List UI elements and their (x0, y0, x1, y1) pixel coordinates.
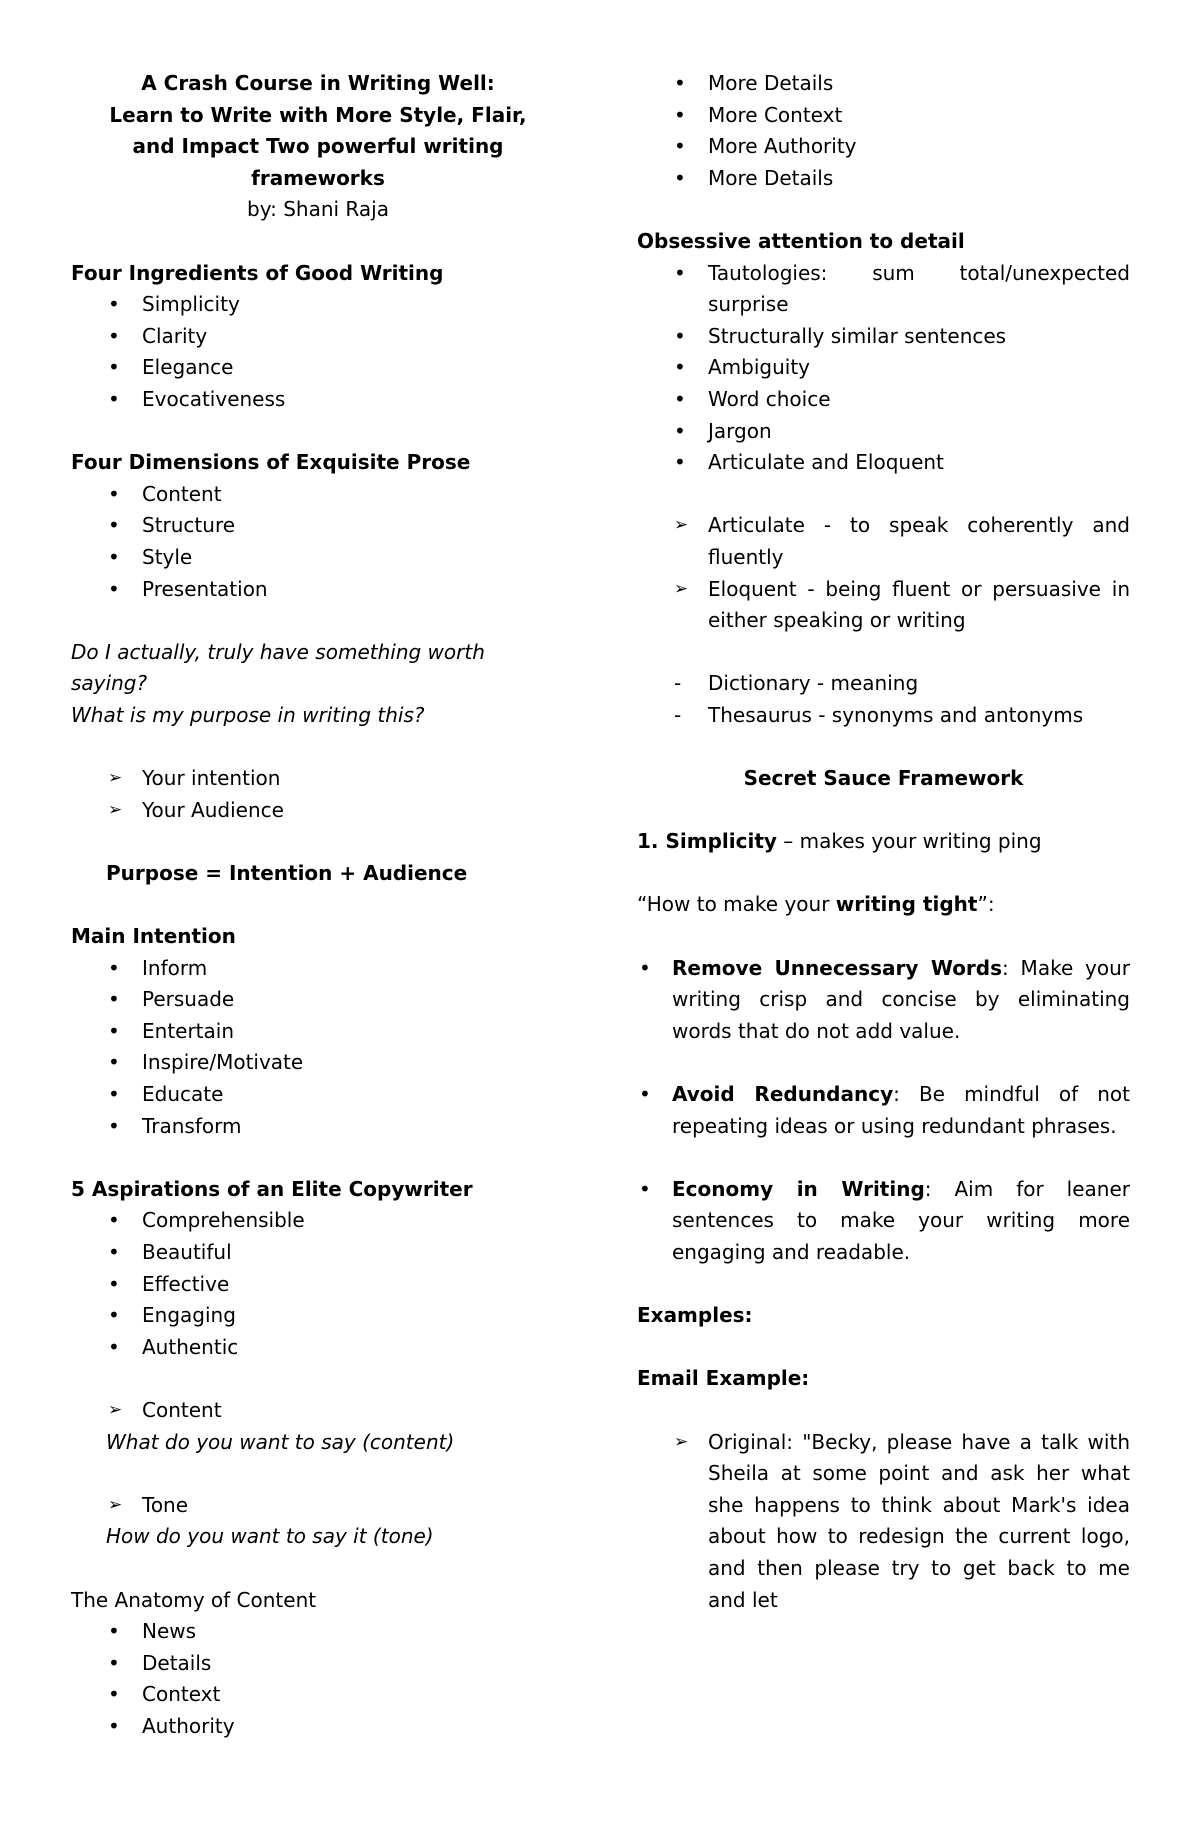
purpose-formula: Purpose = Intention + Audience (106, 860, 468, 885)
bullet-icon: • (639, 1082, 651, 1106)
document-title (71, 68, 565, 194)
list-item: ➢ Tone (71, 1490, 565, 1522)
bullet-icon: • (108, 1271, 120, 1296)
aspirations-list (71, 1205, 565, 1363)
tip-item: • Avoid Redundancy: Be mindful of not repeating ideas or using redundant phrases. (637, 1079, 1130, 1142)
section-heading: Main Intention (71, 924, 236, 949)
list-item: • Tautologies: sum total/unexpected surprise (637, 258, 1130, 321)
bullet-icon: • (108, 1682, 120, 1707)
dimensions-list (71, 479, 565, 605)
bullet-icon: • (108, 481, 120, 506)
detail-list (637, 258, 1130, 479)
bullet-icon: • (674, 71, 686, 95)
bullet-icon: • (674, 386, 686, 411)
list-item: • More Details (637, 163, 1130, 195)
bullet-icon: • (108, 1619, 120, 1644)
bullet-icon: • (674, 450, 686, 475)
bullet-icon: • (108, 1650, 120, 1675)
list-item: ➢ Your Audience (71, 795, 565, 827)
anatomy-list-continued (637, 68, 1130, 194)
section-heading: Four Ingredients of Good Writing (71, 260, 444, 285)
reference-item: - Thesaurus - synonyms and antonyms (637, 700, 1130, 732)
list-item: • Elegance (71, 352, 565, 384)
bullet-icon: • (108, 1208, 120, 1233)
list-item: • Structurally similar sentences (637, 321, 1130, 353)
question: What is my purpose in writing this? (71, 702, 425, 727)
section-heading: Secret Sauce Framework (743, 766, 1024, 791)
section-heading: Obsessive attention to detail (637, 228, 965, 253)
list-item: • Evocativeness (71, 384, 565, 416)
arrow-bullet-icon: ➢ (108, 1399, 123, 1420)
list-item: • News (71, 1616, 565, 1648)
definition-item: ➢ Eloquent - being fluent or persuasive in either speaking or writing (637, 574, 1130, 637)
bullet-icon: • (674, 134, 686, 159)
list-item: • Authority (71, 1711, 565, 1743)
list-item: • Effective (71, 1269, 565, 1301)
bullet-icon: • (108, 1713, 120, 1738)
bullet-icon: • (108, 576, 120, 601)
bullet-icon: • (674, 418, 686, 443)
list-item: • Structure (71, 510, 565, 542)
list-item: • Articulate and Eloquent (637, 447, 1130, 479)
list-item: • Engaging (71, 1300, 565, 1332)
tip-item: • Economy in Writing: Aim for leaner sentences to make your writing more engaging and readable. (637, 1174, 1130, 1269)
author: by: Shani Raja (247, 197, 389, 222)
section-heading: The Anatomy of Content (71, 1587, 317, 1612)
definition-item: ➢ Articulate - to speak coherently and fluently (637, 510, 1130, 573)
writing-tight-line: “How to make your writing tight”: (637, 892, 995, 917)
dash-bullet-icon: - (674, 671, 682, 696)
bullet-icon: • (674, 165, 686, 190)
simplicity-point: 1. Simplicity – makes your writing ping (637, 829, 1042, 854)
bullet-icon: • (674, 323, 686, 348)
bullet-icon: • (108, 355, 120, 380)
ingredients-list (71, 289, 565, 415)
example-item: ➢ Original: "Becky, please have a talk with Sheila at some point and ask her what she happens to think about Mark's idea about how to redesign the current logo, and then please try to get back to me and let (637, 1427, 1130, 1617)
section-heading: Examples: (637, 1303, 753, 1328)
question: How do you want to say it (tone) (106, 1524, 434, 1549)
section-heading: Four Dimensions of Exquisite Prose (71, 450, 471, 475)
list-item: • Details (71, 1648, 565, 1680)
bullet-icon: • (108, 987, 120, 1012)
list-item: • More Details (637, 68, 1130, 100)
list-item: • Clarity (71, 321, 565, 353)
bullet-icon: • (108, 513, 120, 538)
bullet-icon: • (108, 323, 120, 348)
list-item: • Style (71, 542, 565, 574)
arrow-bullet-icon: ➢ (108, 1494, 123, 1515)
bullet-icon: • (108, 955, 120, 980)
list-item: • Presentation (71, 574, 565, 606)
question: Do I actually, truly have something worth saying? (71, 639, 485, 696)
bullet-icon: • (108, 386, 120, 411)
title-line: frameworks (251, 165, 385, 190)
bullet-icon: • (108, 1082, 120, 1106)
arrow-bullet-icon: ➢ (108, 799, 123, 820)
bullet-icon: • (108, 1303, 120, 1328)
reference-item: - Dictionary - meaning (637, 668, 1130, 700)
anatomy-list (71, 1616, 565, 1742)
arrow-bullet-icon: ➢ (674, 1431, 689, 1452)
list-item: • Comprehensible (71, 1205, 565, 1237)
list-item: • Content (71, 479, 565, 511)
bullet-icon: • (674, 355, 686, 380)
arrow-bullet-icon: ➢ (108, 768, 123, 789)
list-item: • Simplicity (71, 289, 565, 321)
section-heading: Email Example: (637, 1366, 810, 1391)
bullet-icon: • (639, 955, 651, 980)
bullet-icon: • (108, 1239, 120, 1264)
list-item: • Context (71, 1679, 565, 1711)
list-item: • Persuade (71, 984, 565, 1016)
bullet-icon: • (108, 1334, 120, 1359)
list-item: • Educate (71, 1079, 565, 1111)
right-column (637, 68, 1130, 1616)
question: What do you want to say (content) (106, 1429, 455, 1454)
bullet-icon: • (108, 292, 120, 317)
list-item: • Ambiguity (637, 352, 1130, 384)
list-item: • Authentic (71, 1332, 565, 1364)
list-item: • More Context (637, 100, 1130, 132)
title-line: and Impact Two powerful writing (132, 134, 504, 159)
list-item: • More Authority (637, 131, 1130, 163)
list-item: • Entertain (71, 1016, 565, 1048)
list-item: • Inspire/Motivate (71, 1047, 565, 1079)
list-item: • Jargon (637, 416, 1130, 448)
list-item: • Word choice (637, 384, 1130, 416)
left-column (71, 68, 565, 1742)
bullet-icon: • (674, 102, 686, 127)
bullet-icon: • (108, 1018, 120, 1043)
list-item: • Transform (71, 1111, 565, 1143)
list-item: ➢ Content (71, 1395, 565, 1427)
title-line: A Crash Course in Writing Well: (141, 71, 495, 95)
section-heading: 5 Aspirations of an Elite Copywriter (71, 1176, 473, 1201)
list-item: ➢ Your intention (71, 763, 565, 795)
tip-item: • Remove Unnecessary Words: Make your writing crisp and concise by eliminating words that do not add value. (637, 953, 1130, 1048)
bullet-icon: • (639, 1176, 651, 1201)
bullet-icon: • (108, 1113, 120, 1138)
title-line: Learn to Write with More Style, Flair, (109, 102, 527, 127)
bullet-icon: • (108, 1050, 120, 1075)
bullet-icon: • (674, 260, 686, 285)
list-item: • Inform (71, 953, 565, 985)
bullet-icon: • (108, 544, 120, 569)
list-item: • Beautiful (71, 1237, 565, 1269)
arrow-bullet-icon: ➢ (674, 515, 689, 536)
dash-bullet-icon: - (674, 702, 682, 727)
intention-list (71, 953, 565, 1143)
arrow-bullet-icon: ➢ (674, 578, 689, 599)
